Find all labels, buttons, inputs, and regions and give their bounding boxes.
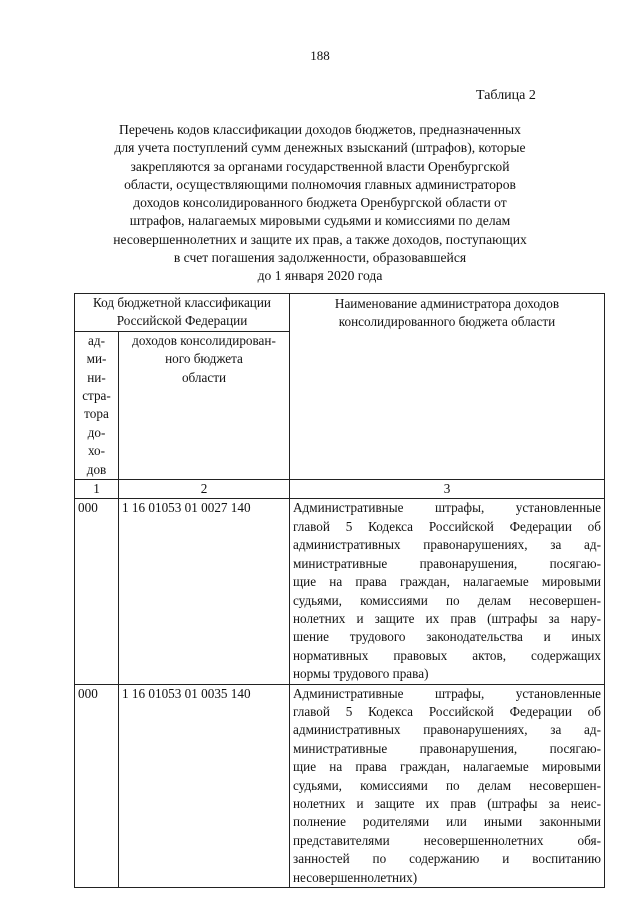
description-line: нолетних и защите их прав (штрафы за неис- bbox=[293, 795, 601, 811]
table-label: Таблица 2 bbox=[476, 88, 536, 103]
description-line: административных правонарушениях, за ад- bbox=[293, 722, 601, 738]
classification-codes-table bbox=[74, 293, 605, 888]
column-number-row bbox=[75, 480, 605, 499]
header-administrator-name bbox=[290, 294, 605, 480]
header-line: ни- bbox=[87, 369, 106, 385]
column-number: 3 bbox=[290, 480, 605, 499]
description-line: представителями несовершеннолетних обя- bbox=[293, 832, 601, 848]
document-title bbox=[90, 121, 550, 286]
header-administrator bbox=[75, 331, 119, 479]
header-line: области bbox=[181, 369, 227, 385]
description-line: министративные правонарушения, посягаю- bbox=[293, 740, 601, 756]
table-row bbox=[75, 684, 605, 887]
description-line: судьями, комиссиями по делам несовершен- bbox=[293, 592, 601, 608]
header-line: Российской Федерации bbox=[116, 313, 248, 329]
description-line: нормы трудового права) bbox=[293, 666, 429, 682]
income-code: 1 16 01053 01 0035 140 bbox=[119, 684, 290, 887]
header-line: Наименование администратора доходов bbox=[334, 296, 560, 311]
title-line: несовершеннолетних и защите их прав, а также доходов, поступающих bbox=[113, 231, 527, 247]
title-line: Перечень кодов классификации доходов бюджетов, предназначенных bbox=[119, 122, 521, 137]
administrator-code: 000 bbox=[75, 499, 119, 684]
header-line: ми- bbox=[86, 351, 107, 367]
description-line: Административные штрафы, установленные bbox=[293, 685, 601, 701]
description-line: щие на права граждан, налагаемые мировыми bbox=[293, 759, 601, 775]
title-line: штрафов, налагаемых мировыми судьями и комиссиями по делам bbox=[129, 213, 511, 229]
description-line: несовершеннолетних) bbox=[293, 869, 418, 885]
description-line: занностей по содержанию и воспитанию bbox=[293, 851, 601, 867]
description-line: шение трудового законодательства и иных bbox=[293, 629, 601, 645]
header-line: хо- bbox=[87, 443, 106, 459]
header-line: ного бюджета bbox=[165, 351, 243, 367]
description-line: судьями, комиссиями по делам несовершен- bbox=[293, 777, 601, 793]
title-line: области, осуществляющими полномочия главных администраторов bbox=[124, 176, 516, 192]
income-description bbox=[290, 684, 605, 887]
description-line: нолетних и защите их прав (штрафы за нару- bbox=[293, 610, 601, 626]
table-row bbox=[75, 499, 605, 684]
description-line: административных правонарушениях, за ад- bbox=[293, 537, 601, 553]
title-line: доходов консолидированного бюджета Оренбургской области от bbox=[133, 195, 507, 211]
description-line: щие на права граждан, налагаемые мировыми bbox=[293, 574, 601, 590]
header-line: дов bbox=[86, 461, 107, 477]
header-income-code bbox=[119, 331, 290, 479]
description-line: нормативных правовых актов, содержащих bbox=[293, 647, 601, 663]
header-line: Код бюджетной классификации bbox=[93, 295, 271, 310]
column-number: 1 bbox=[75, 480, 119, 499]
description-line: министративные правонарушения, посягаю- bbox=[293, 555, 601, 571]
header-row bbox=[75, 294, 605, 332]
description-line: полнение родителями или иными законными bbox=[293, 814, 601, 830]
income-code: 1 16 01053 01 0027 140 bbox=[119, 499, 290, 684]
title-line: закрепляются за органами государственной власти Оренбургской bbox=[130, 158, 510, 174]
title-line: до 1 января 2020 года bbox=[257, 268, 383, 284]
title-line: для учета поступлений сумм денежных взысканий (штрафов), которые bbox=[114, 140, 526, 156]
header-budget-classification-code bbox=[75, 294, 290, 332]
description-line: главой 5 Кодекса Российской Федерации об bbox=[293, 703, 601, 719]
header-line: до- bbox=[87, 424, 106, 440]
income-description bbox=[290, 499, 605, 684]
administrator-code: 000 bbox=[75, 684, 119, 887]
header-line: доходов консолидирован- bbox=[132, 332, 276, 348]
header-line: ад- bbox=[88, 332, 105, 348]
column-number: 2 bbox=[119, 480, 290, 499]
header-line: стра- bbox=[82, 388, 111, 404]
header-line: тора bbox=[84, 406, 109, 422]
description-line: Административные штрафы, установленные bbox=[293, 500, 601, 516]
description-line: главой 5 Кодекса Российской Федерации об bbox=[293, 518, 601, 534]
page-number: 188 bbox=[310, 48, 330, 63]
title-line: в счет погашения задолженности, образовавшейся bbox=[173, 250, 467, 266]
header-line: консолидированного бюджета области bbox=[338, 314, 556, 330]
